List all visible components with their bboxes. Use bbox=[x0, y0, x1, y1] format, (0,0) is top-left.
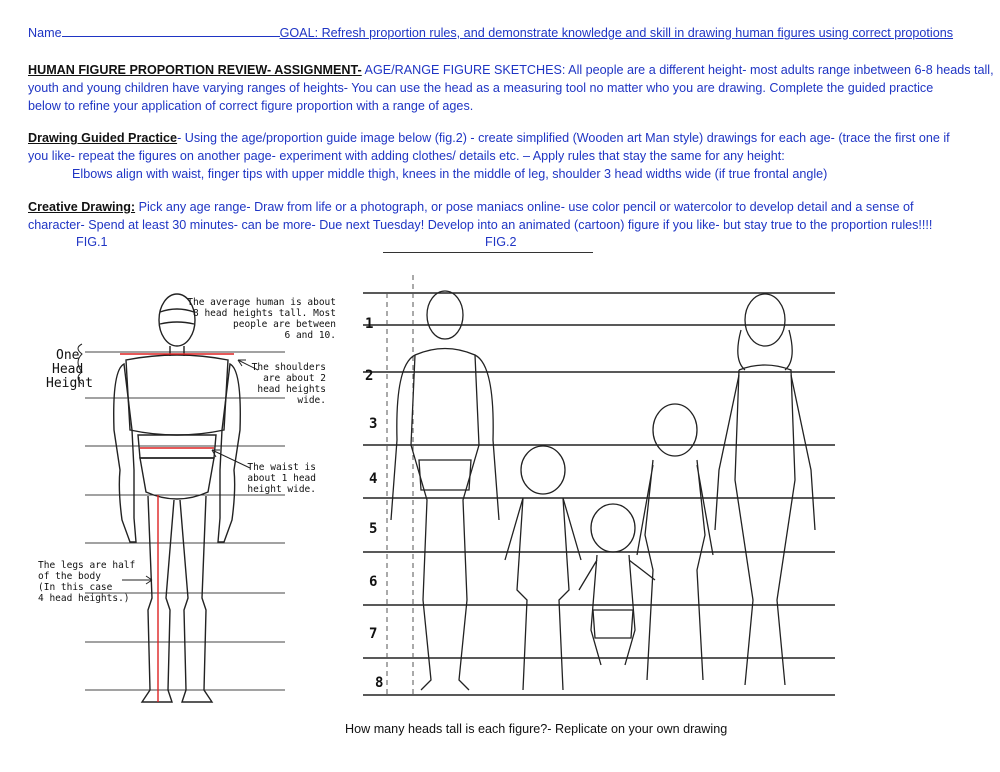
fig2-young-child bbox=[505, 446, 581, 690]
name-blank[interactable] bbox=[62, 24, 280, 37]
fig1-leaders bbox=[78, 344, 258, 584]
fig2-num-6: 6 bbox=[369, 574, 378, 590]
fig1-legs-3: (In this case bbox=[38, 582, 113, 593]
fig1-avg-2: 8 head heights tall. Most bbox=[193, 308, 336, 319]
fig2-head-lines bbox=[363, 293, 835, 695]
creative-text-1: Pick any age range- Draw from life or a photograph, or pose maniacs online- use color pencil or watercolor to develop detail and a sense of bbox=[135, 200, 914, 214]
creative-line-1 bbox=[28, 199, 914, 216]
fig2-num-1: 1 bbox=[365, 316, 374, 332]
goal-text: GOAL: Refresh proportion rules, and demonstrate knowledge and skill in drawing human figures using correct propotions bbox=[279, 26, 954, 40]
fig2-dashed-guides bbox=[387, 275, 413, 695]
guided-line-2: you like- repeat the figures on another page- experiment with adding clothes/ details etc. – Apply rules that stay the same for any height: bbox=[28, 149, 785, 163]
creative-title: Creative Drawing: bbox=[28, 200, 136, 214]
name-row bbox=[28, 24, 973, 42]
assignment-line-1 bbox=[28, 62, 994, 79]
fig1-diagram bbox=[0, 280, 345, 720]
guided-text-1: - Using the age/proportion guide image below (fig.2) - create simplified (Wooden art Man style) drawings for each age- (trace the first one if bbox=[177, 131, 950, 145]
fig1-red-markers bbox=[120, 354, 234, 702]
fig2-scale-bar bbox=[383, 252, 593, 253]
fig2-baby bbox=[579, 504, 655, 665]
fig2-label: FIG.2 bbox=[485, 235, 517, 249]
fig1-label: FIG.1 bbox=[76, 235, 108, 249]
fig2-diagram bbox=[345, 270, 845, 710]
fig1-shoulders-2: are about 2 bbox=[263, 373, 326, 384]
fig1-shoulders-3: head heights bbox=[257, 384, 326, 395]
fig1-one-head-3: Height bbox=[46, 376, 93, 391]
guided-title: Drawing Guided Practice bbox=[28, 131, 178, 145]
fig1-one-head-2: Head bbox=[52, 362, 84, 377]
fig1-one-head-1: One bbox=[56, 348, 80, 363]
assignment-title: HUMAN FIGURE PROPORTION REVIEW- ASSIGNMENT- bbox=[28, 63, 362, 77]
fig1-shoulders-1: The shoulders bbox=[251, 362, 326, 373]
fig2-num-2: 2 bbox=[365, 368, 374, 384]
fig2-num-8: 8 bbox=[375, 675, 384, 691]
fig1-waist-1: The waist is bbox=[247, 462, 316, 473]
fig1-avg-1: The average human is about bbox=[187, 297, 336, 308]
fig1-legs-1: The legs are half bbox=[38, 560, 136, 571]
fig1-waist-2: about 1 head bbox=[247, 473, 316, 484]
fig1-legs-2: of the body bbox=[38, 571, 101, 582]
fig1-avg-3: people are between bbox=[233, 319, 336, 330]
assignment-line-3: below to refine your application of correct figure proportion with a range of ages. bbox=[28, 99, 474, 113]
fig2-adult-woman bbox=[715, 294, 815, 685]
creative-line-2: character- Spend at least 30 minutes- can be more- Due next Tuesday! Develop into an animated (cartoon) figure if you like- but stay true to the proportion rules!!!! bbox=[28, 218, 933, 232]
fig1-shoulders-4: wide. bbox=[297, 395, 326, 406]
guided-line-1 bbox=[28, 130, 950, 147]
fig1-legs-4: 4 head heights.) bbox=[38, 593, 130, 604]
fig1-avg-4: 6 and 10. bbox=[284, 330, 336, 341]
fig2-num-7: 7 bbox=[369, 626, 378, 642]
fig1-waist-3: height wide. bbox=[247, 484, 316, 495]
fig2-adult-man bbox=[391, 291, 499, 690]
assignment-text-1: AGE/RANGE FIGURE SKETCHES: All people are a different height- most adults range inbetween 6-8 heads tall, bbox=[361, 63, 994, 77]
fig2-num-5: 5 bbox=[369, 521, 378, 537]
guided-line-3: Elbows align with waist, finger tips with upper middle thigh, knees in the middle of leg, shoulder 3 head widths wide (if true frontal angle) bbox=[72, 167, 828, 181]
fig2-num-4: 4 bbox=[369, 471, 378, 487]
fig2-num-3: 3 bbox=[369, 416, 378, 432]
fig1-mannequin bbox=[114, 294, 241, 702]
assignment-line-2: youth and young children have varying ranges of heights- You can use the head as a measuring tool no matter who you are drawing. Complete the guided practice bbox=[28, 81, 934, 95]
fig2-caption: How many heads tall is each figure?- Replicate on your own drawing bbox=[345, 722, 728, 736]
name-label: Name bbox=[28, 26, 62, 40]
